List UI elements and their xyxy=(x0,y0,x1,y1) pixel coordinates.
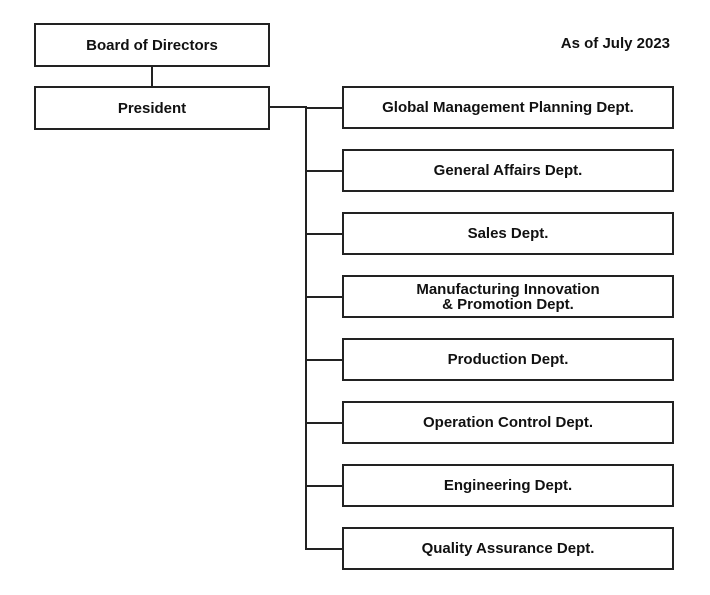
department-box xyxy=(342,275,674,318)
department-label: Global Management Planning Dept. xyxy=(382,99,634,116)
president-to-trunk-connector xyxy=(269,106,307,108)
department-connector xyxy=(305,548,343,550)
department-label: Engineering Dept. xyxy=(443,477,573,494)
department-label: General Affairs Dept. xyxy=(433,162,583,179)
board-of-directors-label: Board of Directors xyxy=(86,36,218,54)
department-box xyxy=(342,527,674,570)
department-label: Quality Assurance Dept. xyxy=(421,540,595,557)
department-connector xyxy=(305,170,343,172)
department-box xyxy=(342,86,674,129)
department-box xyxy=(342,212,674,255)
department-label: Production Dept. xyxy=(447,351,569,368)
department-label: Sales Dept. xyxy=(467,225,549,242)
department-connector xyxy=(305,107,343,109)
department-connector xyxy=(305,485,343,487)
department-connector xyxy=(305,422,343,424)
department-label: Operation Control Dept. xyxy=(423,414,593,431)
department-connector xyxy=(305,296,343,298)
department-label: Manufacturing Innovation & Promotion Dept. xyxy=(416,280,600,313)
department-connector xyxy=(305,359,343,361)
president-box xyxy=(34,86,270,130)
department-trunk-line xyxy=(305,106,307,550)
board-to-president-connector xyxy=(151,66,153,87)
department-box xyxy=(342,401,674,444)
department-box xyxy=(342,464,674,507)
board-of-directors-box xyxy=(34,23,270,67)
department-box xyxy=(342,149,674,192)
as-of-date: As of July 2023 xyxy=(560,35,670,52)
department-box xyxy=(342,338,674,381)
department-connector xyxy=(305,233,343,235)
president-label: President xyxy=(117,99,187,117)
